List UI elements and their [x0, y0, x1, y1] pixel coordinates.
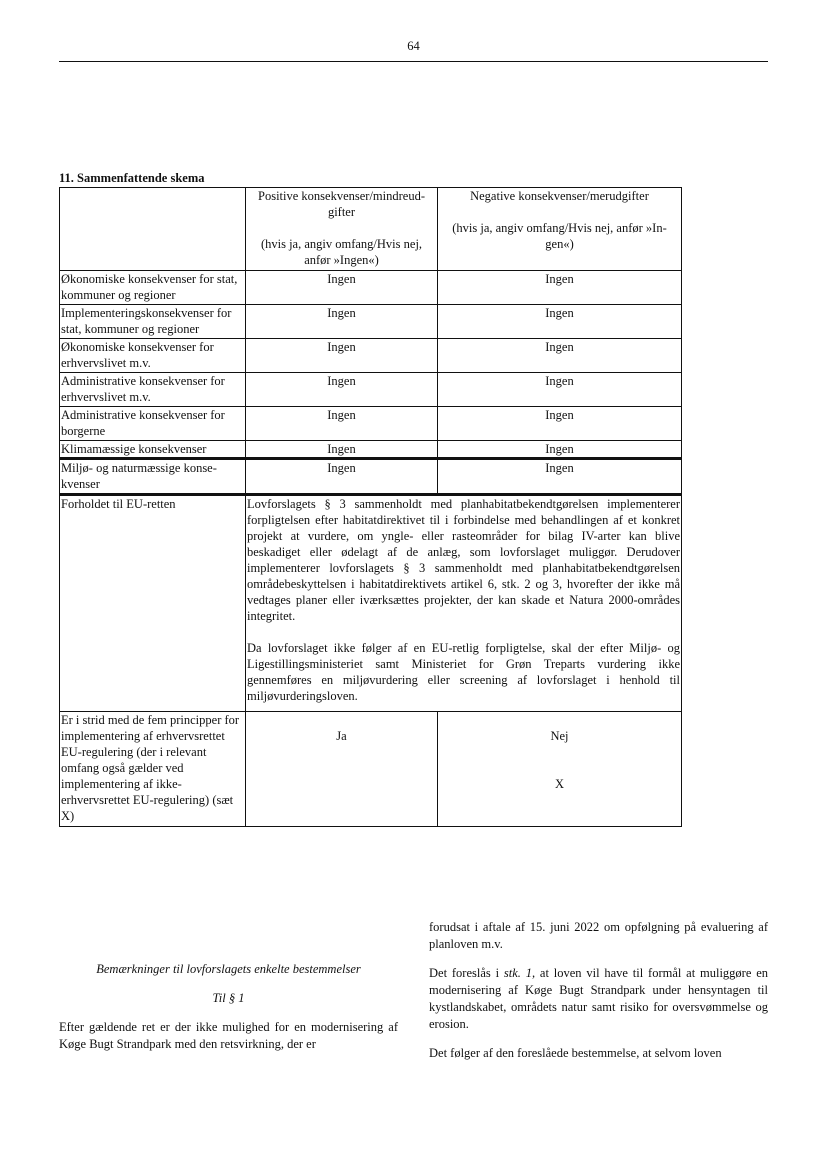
row-positive: Ingen — [246, 373, 438, 407]
principles-no-label: Nej — [550, 729, 569, 743]
row-negative: Ingen — [438, 373, 682, 407]
row-label: Klimamæssige konsekvenser — [60, 441, 246, 459]
table-row — [60, 459, 682, 495]
principles-no-cell — [438, 712, 682, 827]
remarks-right-paragraph-2 — [429, 965, 768, 1033]
positive-title: Positive konsekvenser/mindreud-gifter — [258, 189, 425, 219]
table-row — [60, 339, 682, 373]
row-positive: Ingen — [246, 459, 438, 495]
remarks-left-paragraph: Efter gældende ret er der ikke mulighed for en modernisering af Køge Bugt Strandpark med den retsvirkning, der er — [59, 1020, 398, 1051]
header-negative-cell — [438, 188, 682, 271]
eu-label: Forholdet til EU-retten — [60, 495, 246, 712]
eu-text-cell — [246, 495, 682, 712]
remarks-right-paragraph-1: forudsat i aftale af 15. juni 2022 om opfølgning på evaluering af planloven m.v. — [429, 920, 768, 951]
negative-title: Negative konsekvenser/merudgifter — [470, 189, 649, 203]
header-rule — [59, 61, 768, 62]
p2-start: Det foreslås i — [429, 966, 500, 980]
row-label: Økonomiske konsekvenser for erhvervslivet m.v. — [60, 339, 246, 373]
principles-x-mark: X — [554, 777, 565, 791]
eu-row — [60, 495, 682, 712]
header-empty-cell — [60, 188, 246, 271]
row-positive: Ingen — [246, 407, 438, 441]
row-label: Miljø- og naturmæssige konse-kvenser — [60, 459, 246, 495]
row-positive: Ingen — [246, 339, 438, 373]
row-label: Implementeringskonsekvenser for stat, kommuner og regioner — [60, 305, 246, 339]
principles-yes-label: Ja — [336, 729, 347, 743]
principles-yes-cell — [246, 712, 438, 827]
row-negative: Ingen — [438, 339, 682, 373]
header-positive-cell — [246, 188, 438, 271]
remarks-subheading: Til § 1 — [212, 991, 245, 1005]
principles-row — [60, 712, 682, 827]
table-header-row — [60, 188, 682, 271]
row-label: Administrative konsekvenser for borgerne — [60, 407, 246, 441]
eu-paragraph-2: Da lovforslaget ikke følger af en EU-retlig forpligtelse, skal der efter Miljø- og Ligestillingsministeriet samt Ministeriet for Grøn Treparts vurdering ikke gennemføres en miljøvurdering eller screening af lovforslaget i henhold til miljøvurderingsloven. — [247, 641, 680, 703]
row-negative: Ingen — [438, 407, 682, 441]
row-label: Økonomiske konsekvenser for stat, kommuner og regioner — [60, 271, 246, 305]
row-positive: Ingen — [246, 441, 438, 459]
row-label: Administrative konsekvenser for erhvervslivet m.v. — [60, 373, 246, 407]
row-negative: Ingen — [438, 271, 682, 305]
row-positive: Ingen — [246, 305, 438, 339]
remarks-right-paragraph-3: Det følger af den foreslåede bestemmelse, at selvom loven — [429, 1046, 722, 1060]
table-row — [60, 305, 682, 339]
row-negative: Ingen — [438, 305, 682, 339]
principles-label: Er i strid med de fem principper for implementering af erhvervsrettet EU-regulering (der i relevant omfang også gælder ved implementering af ikke-erhvervsrettet EU-regulering) (sæt X) — [60, 712, 246, 827]
row-negative: Ingen — [438, 459, 682, 495]
table-row — [60, 373, 682, 407]
p2-rest: at loven vil have til formål at muliggøre en modernisering af Køge Bugt Strandpark under hensyntagen til kystlandskabet, områdets natur samt risiko for oversvømmelse og erosion. — [429, 966, 769, 1031]
eu-paragraph-1: Lovforslagets § 3 sammenholdt med planhabitatbekendtgørelsen implementerer forpligtelsen efter habitatdirektivet til i forbindelse med behandlingen af et konkret projekt at vurdere, om yngle- eller rasteområder for bilag IV-arter kan blive beskadiget eller ødelagt af de anlæg, som lovforslaget muliggør. Derudover implementerer lovforslagets § 3 sammenholdt med planhabitatbekendtgørelsen områdebeskyttelsen i habitatdirektivets artikel 6, stk. 2 og 3, hvorefter der ikke må vedtages planer eller iværksættes projekter, der kan skade et Natura 2000-områdes integritet. — [247, 497, 680, 623]
remarks-heading: Bemærkninger til lovforslagets enkelte bestemmelser — [96, 962, 361, 976]
p2-reference: stk. 1, — [503, 966, 536, 980]
summary-table — [59, 187, 682, 827]
page-number: 64 — [407, 39, 420, 53]
row-positive: Ingen — [246, 271, 438, 305]
positive-note: (hvis ja, angiv omfang/Hvis nej, anfør »Ingen«) — [260, 237, 423, 267]
row-negative: Ingen — [438, 441, 682, 459]
negative-note: (hvis ja, angiv omfang/Hvis nej, anfør »In-gen«) — [452, 221, 667, 251]
table-row — [60, 441, 682, 459]
table-row — [60, 271, 682, 305]
table-row — [60, 407, 682, 441]
section-title: 11. Sammenfattende skema — [59, 171, 205, 185]
